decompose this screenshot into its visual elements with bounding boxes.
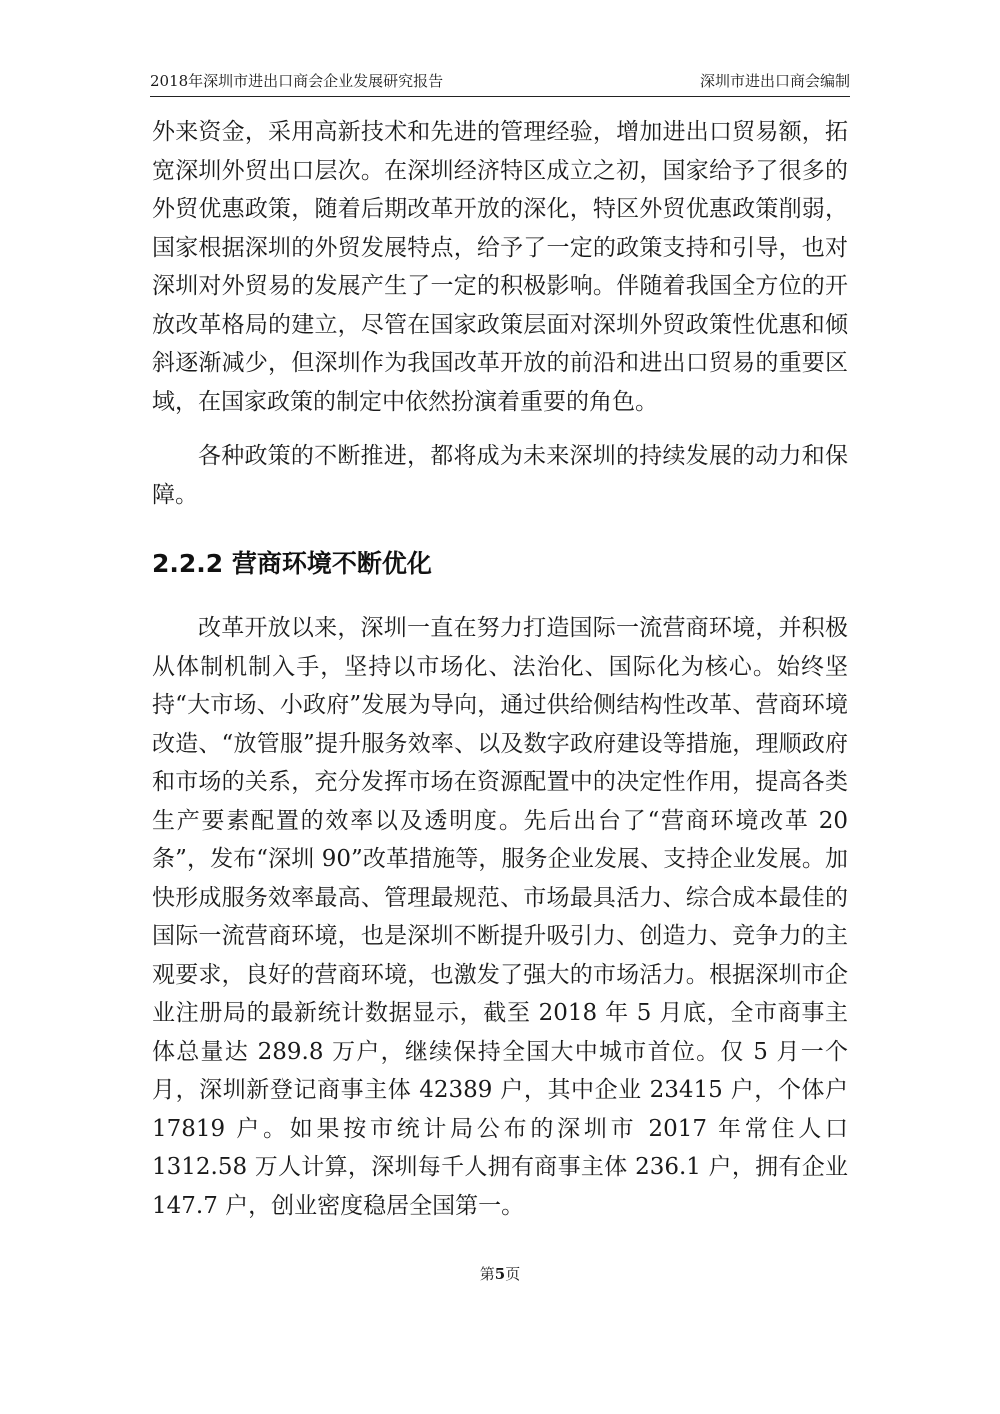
body-paragraph-2: 各种政策的不断推进，都将成为未来深圳的持续发展的动力和保障。 [152,443,848,508]
page-header [150,66,850,97]
section-heading: 2.2.2 营商环境不断优化 [152,549,432,578]
page-number: 5 [494,1265,506,1283]
body-paragraph-1: 外来资金，采用高新技术和先进的管理经验，增加进出口贸易额，拓宽深圳外贸出口层次。在深圳经济特区成立之初，国家给予了很多的外贸优惠政策，随着后期改革开放的深化，特区外贸优惠政策削弱，国家根据深圳的外贸发展特点，给予了一定的政策支持和引导，也对深圳对外贸易的发展产生了一定的积极影响。伴随着我国全方位的开放改革格局的建立，尽管在国家政策层面对深圳外贸政策性优惠和倾斜逐渐减少，但深圳作为我国改革开放的前沿和进出口贸易的重要区域，在国家政策的制定中依然扮演着重要的角色。 [152,119,848,415]
body-paragraph-3: 改革开放以来，深圳一直在努力打造国际一流营商环境，并积极从体制机制入手，坚持以市场化、法治化、国际化为核心。始终坚持“大市场、小政府”发展为导向，通过供给侧结构性改革、营商环境改造、“放管服”提升服务效率、以及数字政府建设等措施，理顺政府和市场的关系，充分发挥市场在资源配置中的决定性作用，提高各类生产要素配置的效率以及透明度。先后出台了“营商环境改革 20 条”，发布“深圳 90”改革措施等，服务企业发展、支持企业发展。加快形成服务效率最高、管理最规范、市场最具活力、综合成本最佳的国际一流营商环境，也是深圳不断提升吸引力、创造力、竞争力的主观要求，良好的营商环境，也激发了强大的市场活力。根据深圳市企业注册局的最新统计数据显示，截至 2018 年 5 月底，全市商事主体总量达 289.8 万户，继续保持全国大中城市首位。仅 5 月一个月，深圳新登记商事主体 42389 户，其中企业 23415 户，个体户 17819 户。如果按市统计局公布的深圳市 2017 年常住人口 1312.58 万人计算，深圳每千人拥有商事主体 236.1 户，拥有企业 147.7 户，创业密度稳居全国第一。 [152,615,848,1219]
page-footer [0,1263,1000,1285]
page-number-suffix: 页 [505,1265,521,1283]
header-report-title: 2018年深圳市进出口商会企业发展研究报告 [150,72,444,90]
page-number-prefix: 第 [479,1265,495,1283]
header-publisher: 深圳市进出口商会编制 [699,72,850,90]
